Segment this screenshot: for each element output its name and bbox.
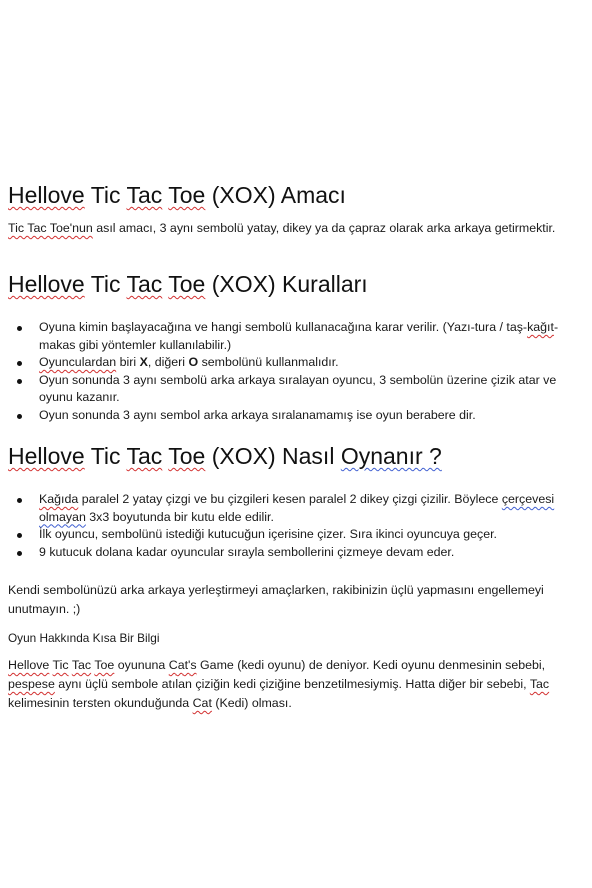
info-heading: Oyun Hakkında Kısa Bir Bilgi [8, 631, 160, 645]
list-item: Oyun sonunda 3 aynı sembol arka arkaya sıralanamamış ise oyun berabere dir. [0, 407, 585, 425]
list-item: Oyunculardan biri X, diğeri O sembolünü kullanmalıdır. [0, 354, 585, 372]
how-to-play-list [0, 491, 585, 561]
heading-rules: Hellove Tic Tac Toe (XOX) Kuralları [8, 271, 368, 297]
purpose-paragraph: Tic Tac Toe'nun asıl amacı, 3 aynı sembolü yatay, dikey ya da çapraz olarak arka arkaya getirmektir. [8, 221, 556, 235]
list-item: Oyuna kimin başlayacağına ve hangi sembolü kullanacağına karar verilir. (Yazı-tura / taş-kağıt-makas gibi yöntemler kullanılabilir.) [0, 319, 585, 354]
tip-paragraph: Kendi sembolünüzü arka arkaya yerleştirmeyi amaçlarken, rakibinizin üçlü yapmasını engellemeyi unutmayın. ;) [8, 583, 544, 616]
list-item: Kağıda paralel 2 yatay çizgi ve bu çizgileri kesen paralel 2 dikey çizgi çizilir. Böylece çerçevesi olmayan 3x3 boyutunda bir kutu elde edilir. [0, 491, 585, 526]
bullet-icon [17, 551, 22, 556]
list-item: Oyun sonunda 3 aynı sembolü arka arkaya sıralayan oyuncu, 3 sembolün üzerine çizik atar ve oyunu kazanır. [0, 372, 585, 407]
heading-purpose: Hellove Tic Tac Toe (XOX) Amacı [8, 182, 346, 208]
bullet-icon [17, 326, 22, 331]
rules-list [0, 319, 585, 424]
list-item: 9 kutucuk dolana kadar oyuncular sırayla sembollerini çizmeye devam eder. [0, 544, 585, 562]
bullet-icon [17, 533, 22, 538]
list-item: İlk oyuncu, sembolünü istediği kutucuğun içerisine çizer. Sıra ikinci oyuncuya geçer. [0, 526, 585, 544]
heading-how-to-play: Hellove Tic Tac Toe (XOX) Nasıl Oynanır ? [8, 443, 442, 469]
info-paragraph: Hellove Tic Tac Toe oyununa Cat's Game (kedi oyunu) de deniyor. Kedi oyunu denmesinin sebebi, pespese aynı üçlü sembole atılan çiziğin kedi çiziğine benzetilmesiymiş. Hatta diğer bir sebebi, Tac kelimesinin tersten okunduğunda Cat (Kedi) olması. [8, 658, 550, 710]
bullet-icon [17, 379, 22, 384]
bullet-icon [17, 361, 22, 366]
bullet-icon [17, 498, 22, 503]
bullet-icon [17, 414, 22, 419]
